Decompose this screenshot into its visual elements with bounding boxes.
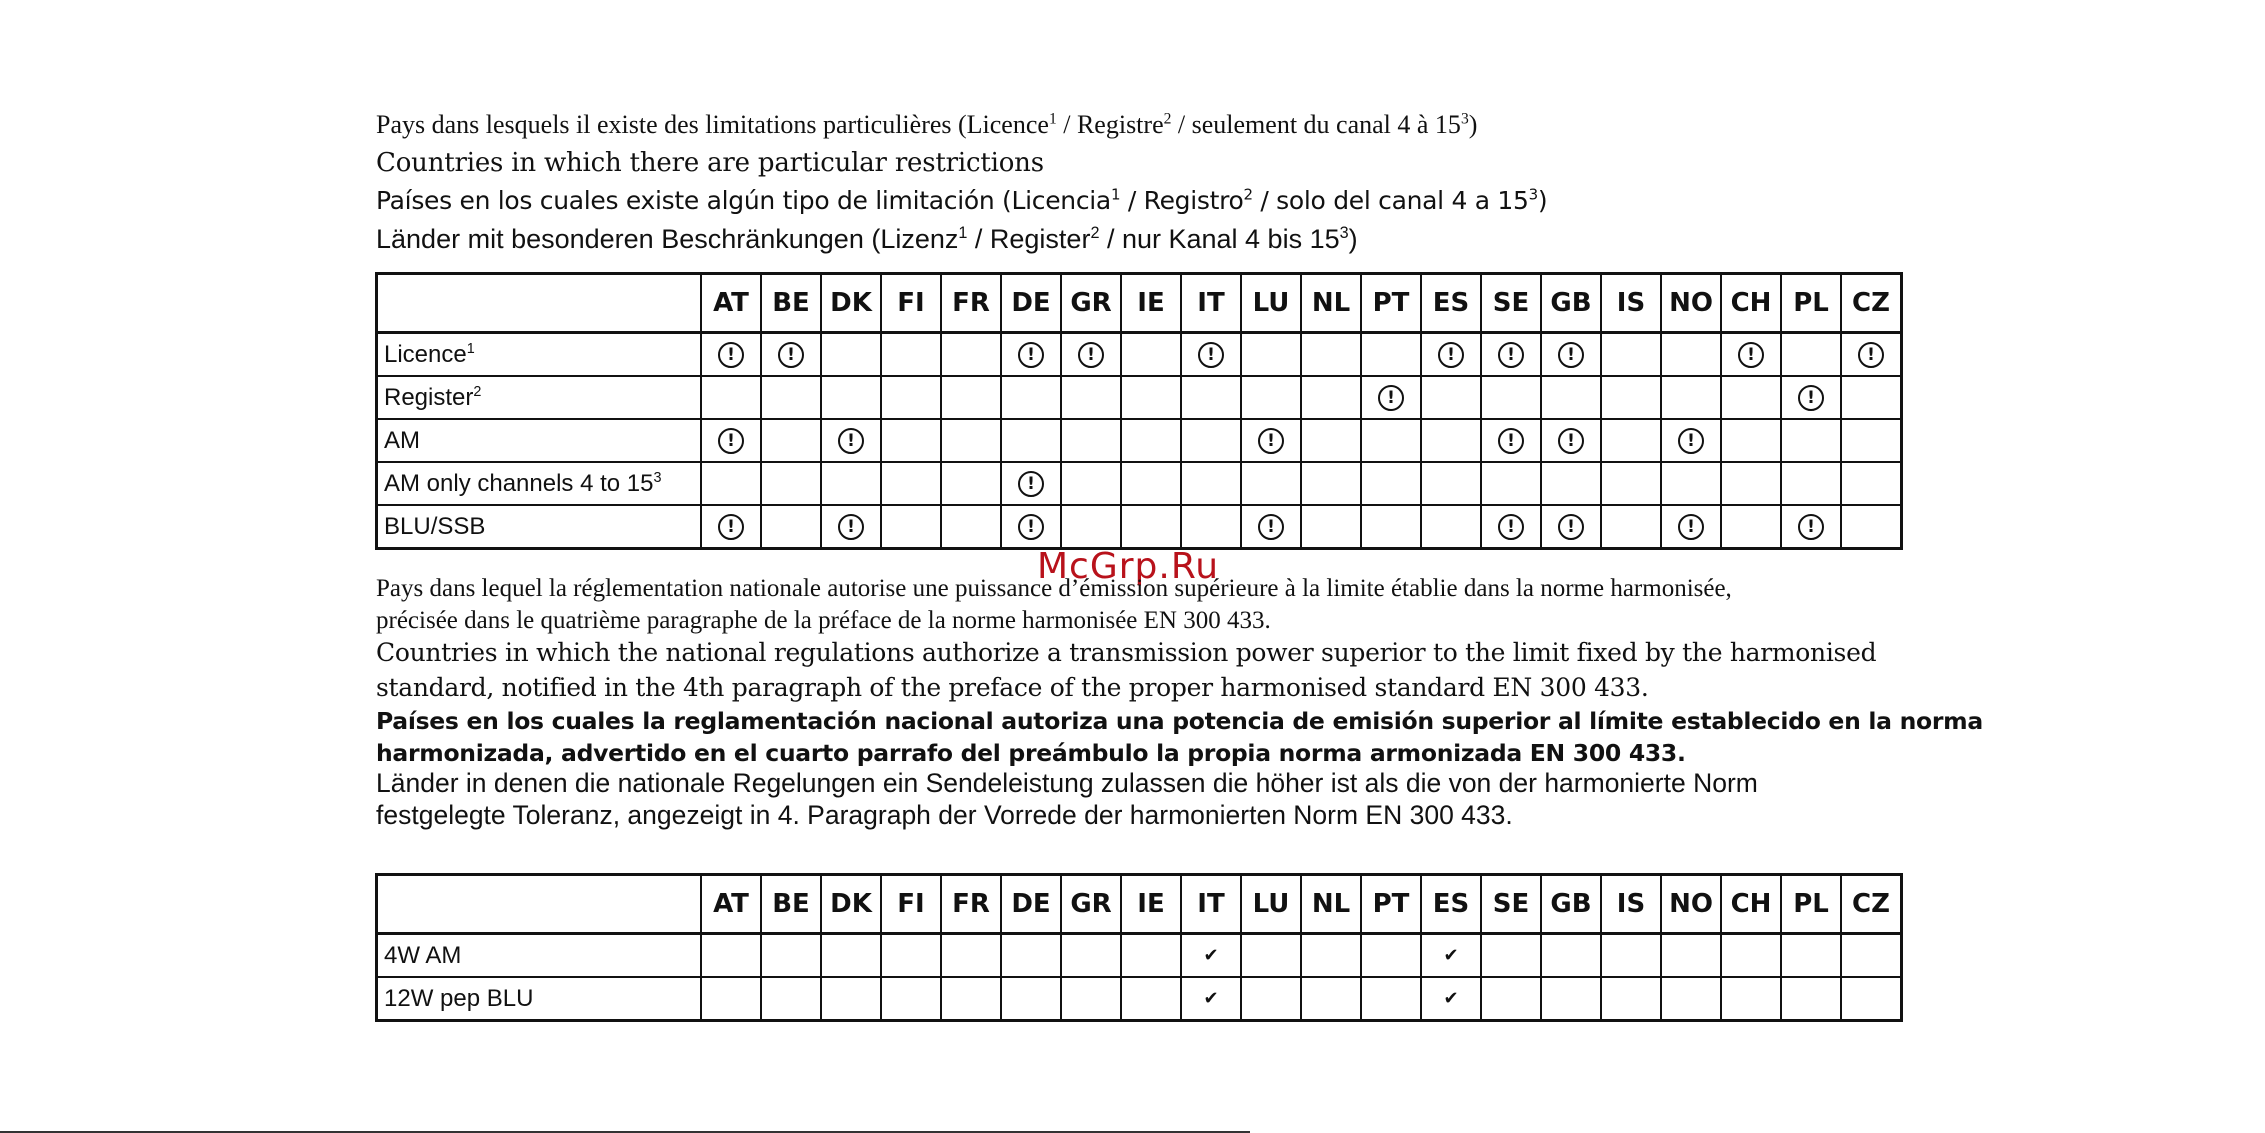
cell-dk (821, 376, 881, 419)
cell-gb (1541, 376, 1601, 419)
cell-fi (881, 462, 941, 505)
cell-is (1601, 505, 1661, 549)
cell-gr (1061, 934, 1121, 978)
header-row (377, 875, 1902, 934)
cell-cz (1841, 376, 1902, 419)
paragraph-es-line2: harmonizada, advertido en el cuarto parrafo del preámbulo la propia norma armonizada EN 300 433. (376, 739, 1686, 767)
cell-ch (1721, 462, 1781, 505)
cell-ie (1121, 333, 1181, 377)
cell-lu (1241, 977, 1301, 1021)
table-row (377, 462, 1902, 505)
country-header-cz: CZ (1841, 875, 1902, 934)
table-row (377, 333, 1902, 377)
country-header-nl: NL (1301, 875, 1361, 934)
cell-ch (1721, 977, 1781, 1021)
exclamation-icon: ! (1558, 428, 1584, 454)
cell-fi (881, 977, 941, 1021)
country-header-pt: PT (1361, 875, 1421, 934)
cell-se (1481, 419, 1541, 462)
cell-es (1421, 462, 1481, 505)
cell-fr (941, 934, 1001, 978)
cell-es (1421, 934, 1481, 978)
cell-de (1001, 934, 1061, 978)
cell-fi (881, 934, 941, 978)
checkmark-icon: ✔ (1203, 945, 1219, 966)
country-header-pl: PL (1781, 274, 1841, 333)
cell-ie (1121, 419, 1181, 462)
exclamation-icon: ! (1438, 342, 1464, 368)
cell-is (1601, 419, 1661, 462)
cell-fr (941, 462, 1001, 505)
exclamation-icon: ! (1558, 514, 1584, 540)
paragraph-fr-line1: Pays dans lequel la réglementation nationale autorise une puissance d’émission supérieure à la limite établie dans la norme harmonisée, (376, 575, 1732, 602)
cell-at (701, 333, 761, 377)
country-header-de: DE (1001, 875, 1061, 934)
cell-ie (1121, 462, 1181, 505)
cell-se (1481, 505, 1541, 549)
cell-nl (1301, 419, 1361, 462)
country-header-ch: CH (1721, 875, 1781, 934)
country-header-nl: NL (1301, 274, 1361, 333)
country-header-se: SE (1481, 274, 1541, 333)
cell-gr (1061, 419, 1121, 462)
cell-at (701, 505, 761, 549)
country-header-dk: DK (821, 875, 881, 934)
row-label: Register$^2$ (377, 376, 702, 419)
cell-at (701, 462, 761, 505)
checkmark-icon: ✔ (1443, 945, 1459, 966)
cell-is (1601, 462, 1661, 505)
exclamation-icon: ! (1378, 385, 1404, 411)
country-header-gb: GB (1541, 274, 1601, 333)
exclamation-icon: ! (1678, 428, 1704, 454)
cell-fi (881, 333, 941, 377)
cell-pt (1361, 934, 1421, 978)
cell-at (701, 977, 761, 1021)
cell-lu (1241, 934, 1301, 978)
cell-cz (1841, 462, 1902, 505)
cell-pl (1781, 977, 1841, 1021)
cell-pl (1781, 333, 1841, 377)
cell-nl (1301, 333, 1361, 377)
cell-es (1421, 376, 1481, 419)
country-header-gr: GR (1061, 875, 1121, 934)
cell-pl (1781, 934, 1841, 978)
exclamation-icon: ! (1198, 342, 1224, 368)
cell-gr (1061, 462, 1121, 505)
cell-gb (1541, 419, 1601, 462)
cell-gr (1061, 505, 1121, 549)
cell-pl (1781, 462, 1841, 505)
row-label: AM only channels 4 to $15^3$ (377, 462, 702, 505)
cell-se (1481, 934, 1541, 978)
country-header-no: NO (1661, 274, 1721, 333)
country-header-ch: CH (1721, 274, 1781, 333)
cell-gb (1541, 462, 1601, 505)
exclamation-icon: ! (1738, 342, 1764, 368)
exclamation-icon: ! (1558, 342, 1584, 368)
exclamation-icon: ! (1498, 514, 1524, 540)
row-label: Licence$^1$ (377, 333, 702, 377)
cell-no (1661, 505, 1721, 549)
country-header-be: BE (761, 274, 821, 333)
country-header-de: DE (1001, 274, 1061, 333)
cell-pl (1781, 505, 1841, 549)
checkmark-icon: ✔ (1443, 988, 1459, 1009)
cell-lu (1241, 462, 1301, 505)
cell-de (1001, 333, 1061, 377)
exclamation-icon: ! (718, 514, 744, 540)
cell-gb (1541, 505, 1601, 549)
exclamation-icon: ! (1678, 514, 1704, 540)
cell-pt (1361, 462, 1421, 505)
cell-cz (1841, 333, 1902, 377)
cell-it (1181, 376, 1241, 419)
cell-be (761, 977, 821, 1021)
exclamation-icon: ! (1258, 514, 1284, 540)
cell-nl (1301, 462, 1361, 505)
country-header-cz: CZ (1841, 274, 1902, 333)
cell-fi (881, 376, 941, 419)
country-header-fr: FR (941, 274, 1001, 333)
table-row (377, 376, 1902, 419)
paragraph-fr-line2: précisée dans le quatrième paragraphe de la préface de la norme harmonisée EN 300 433. (376, 607, 1271, 634)
power-table (375, 873, 1903, 1022)
country-header-fr: FR (941, 875, 1001, 934)
cell-dk (821, 977, 881, 1021)
cell-gb (1541, 333, 1601, 377)
country-header-it: IT (1181, 875, 1241, 934)
cell-lu (1241, 333, 1301, 377)
heading-fr: Pays dans lesquels il existe des limitations particulières (Licence$^1$ / Registre$^2$ / seulement du canal 4 à $15^3$) (376, 110, 1478, 139)
cell-gb (1541, 934, 1601, 978)
cell-be (761, 934, 821, 978)
country-header-at: AT (701, 274, 761, 333)
country-header-lu: LU (1241, 875, 1301, 934)
paragraph-en-line1: Countries in which the national regulations authorize a transmission power superior to the limit fixed by the harmonised (376, 638, 1877, 667)
cell-de (1001, 419, 1061, 462)
exclamation-icon: ! (1018, 471, 1044, 497)
country-header-lu: LU (1241, 274, 1301, 333)
heading-es: Países en los cuales existe algún tipo de limitación (Licencia$^1$ / Registro$^2$ / solo del canal 4 a $15^3$) (376, 185, 1548, 215)
cell-fi (881, 505, 941, 549)
cell-fr (941, 977, 1001, 1021)
exclamation-icon: ! (1498, 342, 1524, 368)
cell-fr (941, 376, 1001, 419)
row-label: BLU/SSB (377, 505, 702, 549)
country-header-is: IS (1601, 274, 1661, 333)
paragraph-en-line2: standard, notified in the 4th paragraph of the preface of the proper harmonised standard EN 300 433. (376, 673, 1649, 702)
cell-de (1001, 977, 1061, 1021)
cell-se (1481, 333, 1541, 377)
cell-nl (1301, 505, 1361, 549)
cell-dk (821, 462, 881, 505)
exclamation-icon: ! (1078, 342, 1104, 368)
table-row (377, 977, 1902, 1021)
cell-pt (1361, 376, 1421, 419)
table-row (377, 934, 1902, 978)
cell-it (1181, 505, 1241, 549)
country-header-at: AT (701, 875, 761, 934)
cell-pt (1361, 505, 1421, 549)
header-corner (377, 274, 702, 333)
restrictions-table (375, 272, 1903, 550)
row-label: AM (377, 419, 702, 462)
country-header-it: IT (1181, 274, 1241, 333)
cell-it (1181, 977, 1241, 1021)
cell-is (1601, 333, 1661, 377)
exclamation-icon: ! (1018, 342, 1044, 368)
cell-nl (1301, 977, 1361, 1021)
exclamation-icon: ! (838, 514, 864, 540)
cell-pl (1781, 376, 1841, 419)
country-header-gr: GR (1061, 274, 1121, 333)
cell-lu (1241, 419, 1301, 462)
cell-no (1661, 333, 1721, 377)
watermark: McGrp.Ru (1037, 546, 1220, 587)
exclamation-icon: ! (1258, 428, 1284, 454)
country-header-es: ES (1421, 875, 1481, 934)
cell-pt (1361, 419, 1421, 462)
cell-cz (1841, 505, 1902, 549)
cell-nl (1301, 934, 1361, 978)
country-header-no: NO (1661, 875, 1721, 934)
cell-nl (1301, 376, 1361, 419)
cell-es (1421, 977, 1481, 1021)
exclamation-icon: ! (1858, 342, 1884, 368)
paragraph-es-line1: Países en los cuales la reglamentación nacional autoriza una potencia de emisión superior al límite establecido en la norma (376, 707, 1983, 735)
exclamation-icon: ! (718, 342, 744, 368)
cell-is (1601, 376, 1661, 419)
header-row (377, 274, 1902, 333)
cell-es (1421, 333, 1481, 377)
cell-fi (881, 419, 941, 462)
cell-ie (1121, 505, 1181, 549)
cell-at (701, 934, 761, 978)
country-header-pt: PT (1361, 274, 1421, 333)
row-label: 4W AM (377, 934, 702, 978)
heading-en: Countries in which there are particular restrictions (376, 148, 1044, 178)
cell-no (1661, 376, 1721, 419)
exclamation-icon: ! (1018, 514, 1044, 540)
cell-pl (1781, 419, 1841, 462)
checkmark-icon: ✔ (1203, 988, 1219, 1009)
exclamation-icon: ! (1798, 514, 1824, 540)
cell-at (701, 419, 761, 462)
heading-de: Länder mit besonderen Beschränkungen (Lizenz$^1$ / Register$^2$ / nur Kanal 4 bis $15^3$) (376, 224, 1358, 254)
cell-pt (1361, 977, 1421, 1021)
cell-dk (821, 934, 881, 978)
cell-gr (1061, 977, 1121, 1021)
country-header-fi: FI (881, 875, 941, 934)
cell-ch (1721, 333, 1781, 377)
cell-be (761, 333, 821, 377)
cell-lu (1241, 376, 1301, 419)
cell-se (1481, 376, 1541, 419)
paragraph-de-line1: Länder in denen die nationale Regelungen ein Sendeleistung zulassen die höher ist als die von der harmonierte Norm (376, 768, 1758, 798)
cell-ch (1721, 505, 1781, 549)
cell-pt (1361, 333, 1421, 377)
table-row (377, 419, 1902, 462)
cell-gr (1061, 376, 1121, 419)
header-corner (377, 875, 702, 934)
cell-be (761, 505, 821, 549)
cell-fr (941, 333, 1001, 377)
cell-ch (1721, 419, 1781, 462)
cell-gr (1061, 333, 1121, 377)
country-header-ie: IE (1121, 274, 1181, 333)
cell-se (1481, 977, 1541, 1021)
exclamation-icon: ! (1798, 385, 1824, 411)
exclamation-icon: ! (778, 342, 804, 368)
country-header-es: ES (1421, 274, 1481, 333)
cell-no (1661, 419, 1721, 462)
cell-cz (1841, 419, 1902, 462)
cell-be (761, 419, 821, 462)
exclamation-icon: ! (1498, 428, 1524, 454)
cell-cz (1841, 977, 1902, 1021)
cell-no (1661, 462, 1721, 505)
cell-ie (1121, 934, 1181, 978)
cell-it (1181, 419, 1241, 462)
cell-it (1181, 934, 1241, 978)
cell-ie (1121, 376, 1181, 419)
country-header-ie: IE (1121, 875, 1181, 934)
cell-es (1421, 505, 1481, 549)
cell-ie (1121, 977, 1181, 1021)
country-header-be: BE (761, 875, 821, 934)
country-header-pl: PL (1781, 875, 1841, 934)
cell-dk (821, 505, 881, 549)
cell-be (761, 462, 821, 505)
cell-dk (821, 419, 881, 462)
exclamation-icon: ! (838, 428, 864, 454)
cell-de (1001, 505, 1061, 549)
table-row (377, 505, 1902, 549)
cell-it (1181, 333, 1241, 377)
cell-se (1481, 462, 1541, 505)
cell-gb (1541, 977, 1601, 1021)
cell-es (1421, 419, 1481, 462)
country-header-gb: GB (1541, 875, 1601, 934)
cell-lu (1241, 505, 1301, 549)
cell-cz (1841, 934, 1902, 978)
cell-is (1601, 934, 1661, 978)
country-header-is: IS (1601, 875, 1661, 934)
cell-is (1601, 977, 1661, 1021)
country-header-fi: FI (881, 274, 941, 333)
paragraph-de-line2: festgelegte Toleranz, angezeigt in 4. Paragraph der Vorrede der harmonierten Norm EN 300 433. (376, 800, 1513, 830)
country-header-dk: DK (821, 274, 881, 333)
cell-ch (1721, 934, 1781, 978)
cell-at (701, 376, 761, 419)
cell-be (761, 376, 821, 419)
cell-fr (941, 505, 1001, 549)
cell-it (1181, 462, 1241, 505)
row-label: 12W pep BLU (377, 977, 702, 1021)
cell-no (1661, 934, 1721, 978)
cell-no (1661, 977, 1721, 1021)
cell-fr (941, 419, 1001, 462)
cell-de (1001, 376, 1061, 419)
cell-dk (821, 333, 881, 377)
exclamation-icon: ! (718, 428, 744, 454)
cell-ch (1721, 376, 1781, 419)
country-header-se: SE (1481, 875, 1541, 934)
cell-de (1001, 462, 1061, 505)
